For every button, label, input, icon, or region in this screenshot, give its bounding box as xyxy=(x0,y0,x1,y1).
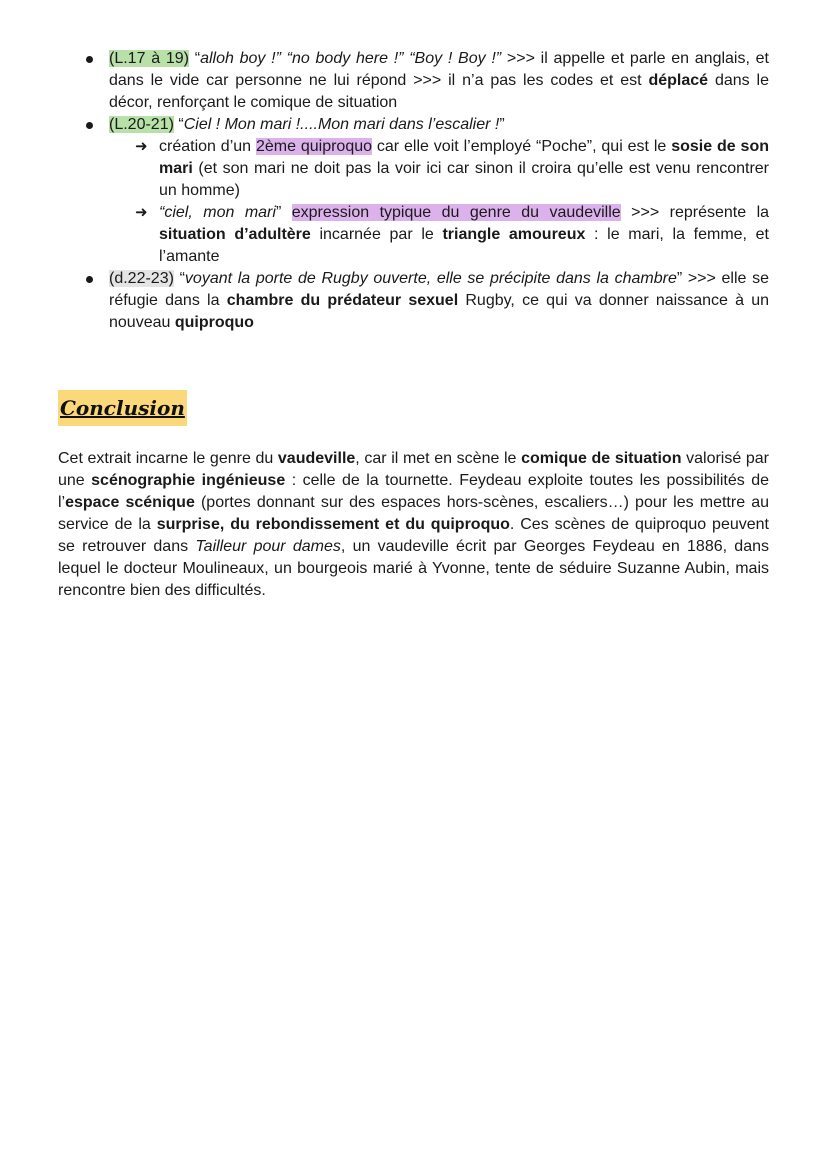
bold-term: quiproquo xyxy=(174,314,254,331)
bullet-item-3: (d.22-23) “voyant la porte de Rugby ouverte, elle se précipite dans la chambre” >>> elle se réfugie dans la chambre du prédateur sexuel Rugby, ce qui va donner naissance à un nouveau quiproquo xyxy=(109,268,769,334)
line-reference: (d.22-23) xyxy=(109,270,174,287)
arrow-icon: ➜ xyxy=(135,204,148,221)
bold-term: triangle amoureux xyxy=(442,226,586,243)
sub-item-2: ➜ “ciel, mon mari” expression typique du genre du vaudeville >>> représente la situation d’adultère incarnée par le triangle amoureux : le mari, la femme, et l’amante xyxy=(135,204,770,265)
line-reference: (L.20-21) xyxy=(109,116,174,133)
quote: voyant la porte de Rugby ouverte, elle se précipite dans la chambre xyxy=(184,270,677,287)
bold-term: déplacé xyxy=(648,72,709,89)
analysis-bullet-list xyxy=(109,48,769,334)
conclusion-heading: Conclusion xyxy=(58,390,187,426)
highlighted-term: expression typique du genre du vaudeville xyxy=(291,204,621,221)
arrow-icon: ➜ xyxy=(135,138,148,155)
quote: Ciel ! Mon mari !....Mon mari dans l’escalier ! xyxy=(183,116,500,133)
quote: “ciel, mon mari xyxy=(159,204,276,221)
bullet-item-1: (L.17 à 19) “alloh boy !” “no body here !” “Boy ! Boy !” >>> il appelle et parle en anglais, et dans le vide car personne ne lui répond >>> il n’a pas les codes et est déplacé dans le décor, renforçant le comique de situation xyxy=(109,48,769,114)
sub-list xyxy=(109,136,769,268)
conclusion-paragraph: Cet extrait incarne le genre du vaudeville, car il met en scène le comique de situation valorisé par une scénographie ingénieuse : celle de la tournette. Feydeau exploite toutes les possibilités de l’espace scénique (portes donnant sur des espaces hors-scènes, escaliers…) pour les mettre au service de la surprise, du rebondissement et du quiproquo. Ces scènes de quiproquo peuvent se retrouver dans Tailleur pour dames, un vaudeville écrit par Georges Feydeau en 1886, dans lequel le docteur Moulineaux, un bourgeois marié à Yvonne, tente de séduire Suzanne Aubin, mais rencontre bien des difficultés. xyxy=(58,450,770,599)
bold-term: sosie de son mari xyxy=(159,138,769,177)
line-reference: (L.17 à 19) xyxy=(109,50,189,67)
sub-item-1: ➜ création d’un 2ème quiproquo car elle voit l’employé “Poche”, qui est le sosie de son mari (et son mari ne doit pas la voir ici car sinon il croira qu’elle est venu rencontrer un homme) xyxy=(135,138,769,199)
bullet-item-2: (L.20-21) “Ciel ! Mon mari !....Mon mari dans l’escalier !” ➜ création d’un 2ème quiproquo car elle voit l’employé “Poche”, qui est le sosie de son mari (et son mari ne doit pas la voir ici car sinon il croira qu’elle est venu rencontrer un homme) ➜ “ciel, mon mari” expression typique du genre du vaudeville >>> représente la situation d’adultère incarnée par le triangle amoureux : le mari, la femme, et l’amante xyxy=(109,114,769,268)
bold-term: situation d’adultère xyxy=(159,226,311,243)
quote: alloh boy !” “no body here !” “Boy ! Boy !” xyxy=(200,50,502,67)
highlighted-term: 2ème quiproquo xyxy=(255,138,373,155)
bold-term: chambre du prédateur sexuel xyxy=(226,292,459,309)
